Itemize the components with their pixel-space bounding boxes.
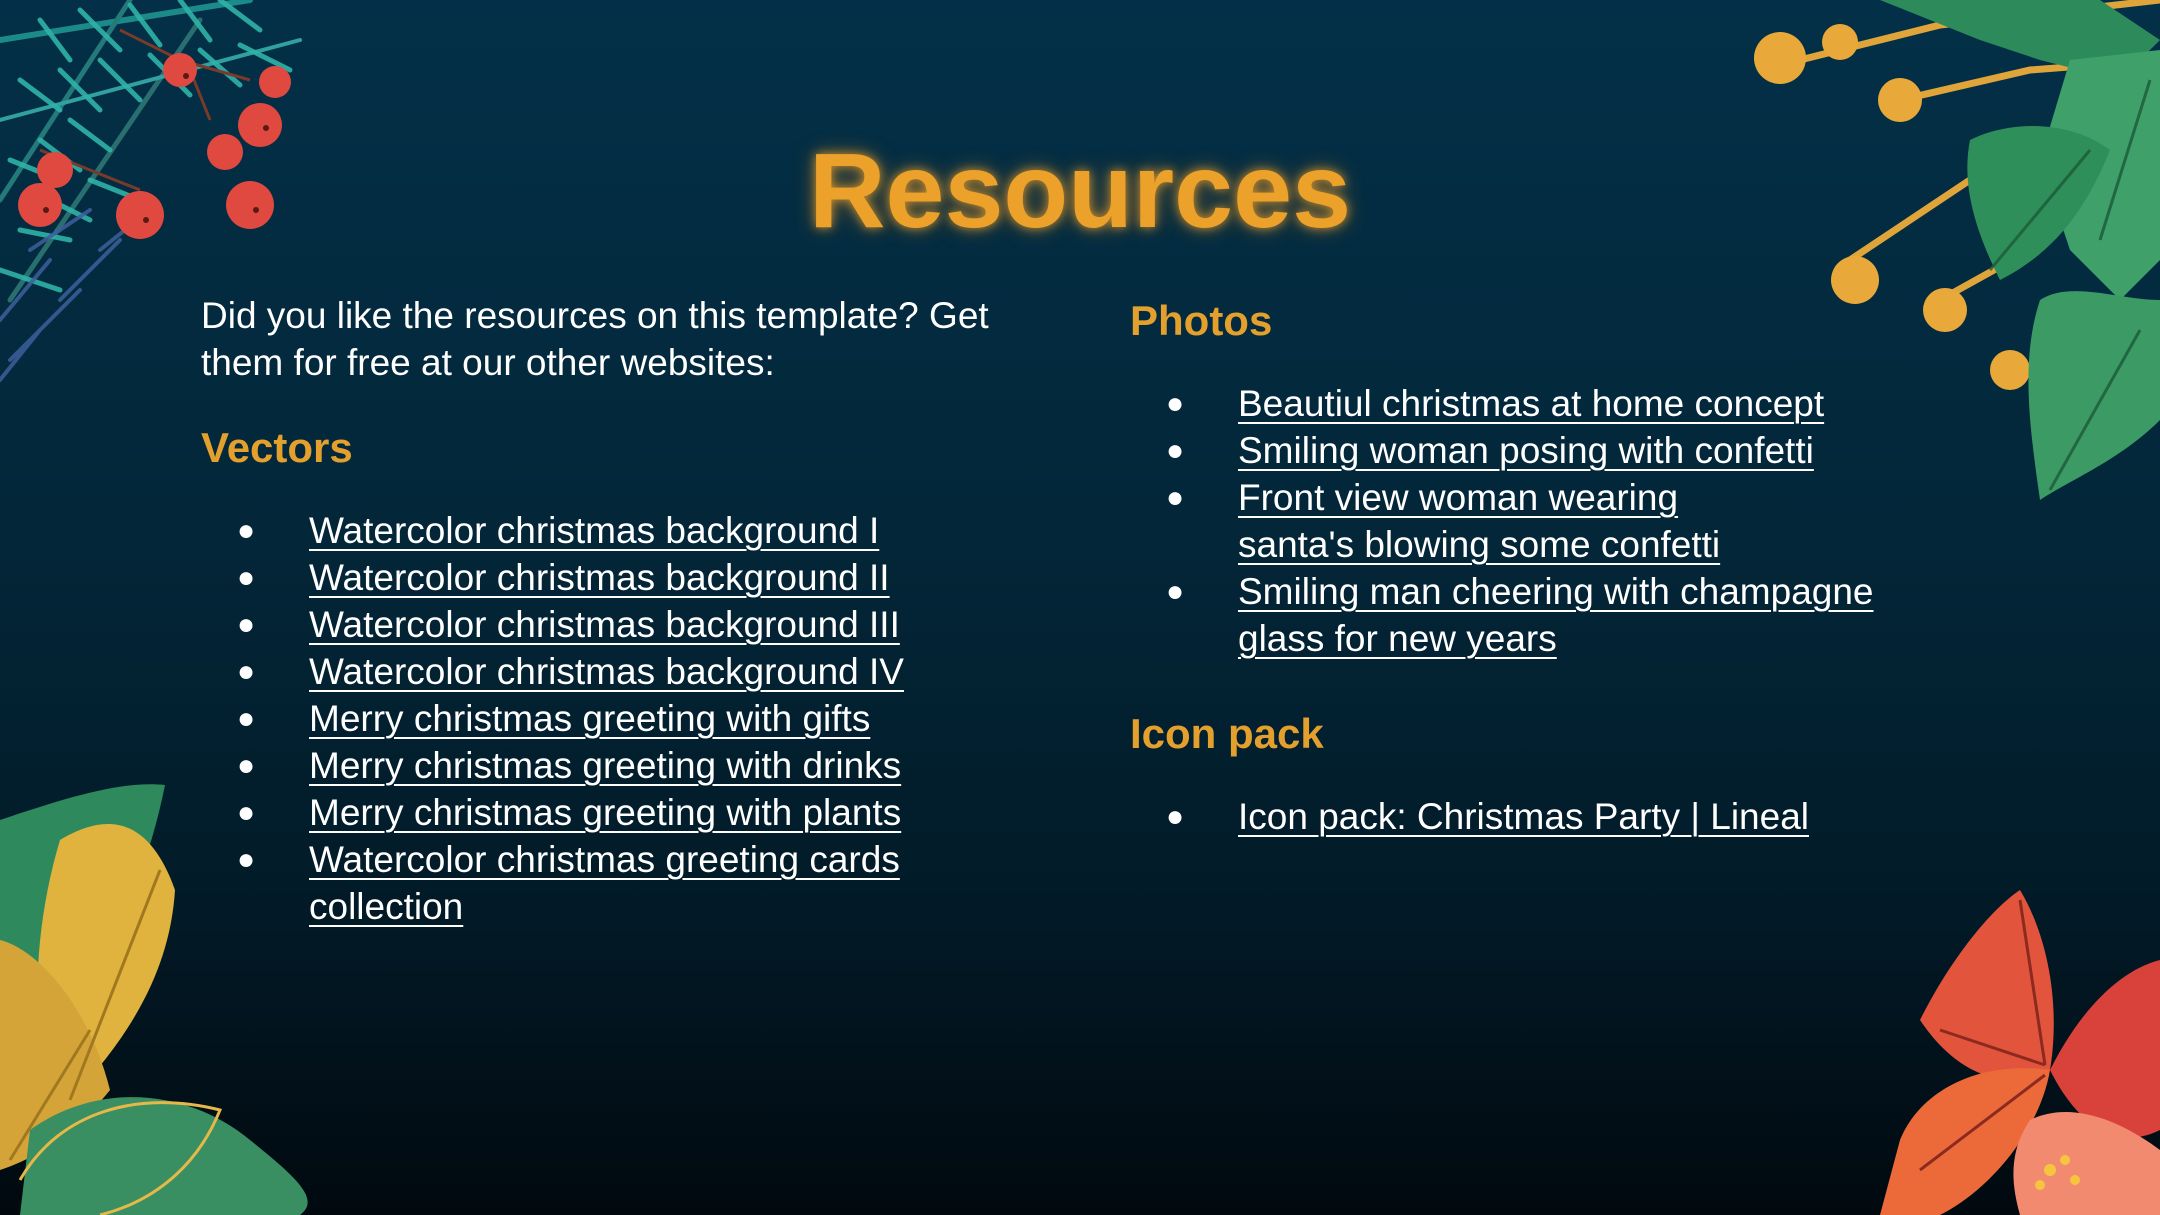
photos-heading: Photos bbox=[1130, 297, 1273, 344]
right-column bbox=[1130, 296, 2010, 840]
icon-pack-link[interactable]: Icon pack: Christmas Party | Lineal bbox=[1238, 796, 1810, 837]
page-title: Resources bbox=[808, 132, 1352, 250]
bullet-icon: ● bbox=[237, 514, 256, 547]
vector-link-8[interactable]: Watercolor christmas greeting cards collection bbox=[309, 839, 900, 927]
list-item bbox=[201, 601, 1081, 648]
list-item bbox=[201, 742, 1081, 789]
icon-pack-list bbox=[1130, 793, 2010, 840]
bullet-icon: ● bbox=[237, 702, 256, 735]
vector-link-2[interactable]: Watercolor christmas background II bbox=[309, 557, 890, 598]
list-item bbox=[1130, 793, 2010, 840]
list-item bbox=[1130, 380, 1950, 427]
bullet-icon: ● bbox=[1166, 387, 1185, 420]
photos-list bbox=[1130, 380, 1950, 662]
photo-link-2[interactable]: Smiling woman posing with confetti bbox=[1238, 430, 1814, 471]
bullet-icon: ● bbox=[237, 561, 256, 594]
list-item bbox=[201, 836, 929, 930]
vector-link-6[interactable]: Merry christmas greeting with drinks bbox=[309, 745, 902, 786]
bullet-icon: ● bbox=[1166, 575, 1185, 608]
photo-link-4[interactable]: Smiling man cheering with champagne glass for new years bbox=[1238, 571, 1874, 659]
bullet-icon: ● bbox=[237, 655, 256, 688]
bullet-icon: ● bbox=[237, 796, 256, 829]
list-item bbox=[1130, 474, 1778, 568]
vectors-list bbox=[201, 507, 1081, 930]
vector-link-4[interactable]: Watercolor christmas background IV bbox=[309, 651, 904, 692]
vector-link-3[interactable]: Watercolor christmas background III bbox=[309, 604, 900, 645]
vector-link-5[interactable]: Merry christmas greeting with gifts bbox=[309, 698, 871, 739]
list-item bbox=[1130, 568, 1958, 662]
list-item bbox=[201, 507, 1081, 554]
list-item bbox=[201, 648, 1081, 695]
list-item bbox=[201, 554, 1081, 601]
bullet-icon: ● bbox=[237, 608, 256, 641]
bullet-icon: ● bbox=[1166, 481, 1185, 514]
poinsettia-bottom-right-decoration bbox=[1880, 870, 2160, 1215]
left-column bbox=[201, 292, 1081, 930]
bullet-icon: ● bbox=[237, 749, 256, 782]
bullet-icon: ● bbox=[1166, 434, 1185, 467]
bullet-icon: ● bbox=[237, 843, 256, 876]
vectors-heading: Vectors bbox=[201, 424, 353, 471]
intro-text: Did you like the resources on this template? Get them for free at our other websites: bbox=[201, 295, 989, 383]
bullet-icon: ● bbox=[1166, 800, 1185, 833]
vector-link-1[interactable]: Watercolor christmas background I bbox=[309, 510, 880, 551]
list-item bbox=[201, 789, 1081, 836]
list-item bbox=[201, 695, 1081, 742]
photo-link-1[interactable]: Beautiul christmas at home concept bbox=[1238, 383, 1825, 424]
vector-link-7[interactable]: Merry christmas greeting with plants bbox=[309, 792, 902, 833]
photo-link-3[interactable]: Front view woman wearing santa's blowing some confetti bbox=[1238, 477, 1721, 565]
list-item bbox=[1130, 427, 1950, 474]
icon-pack-heading: Icon pack bbox=[1130, 710, 1324, 757]
